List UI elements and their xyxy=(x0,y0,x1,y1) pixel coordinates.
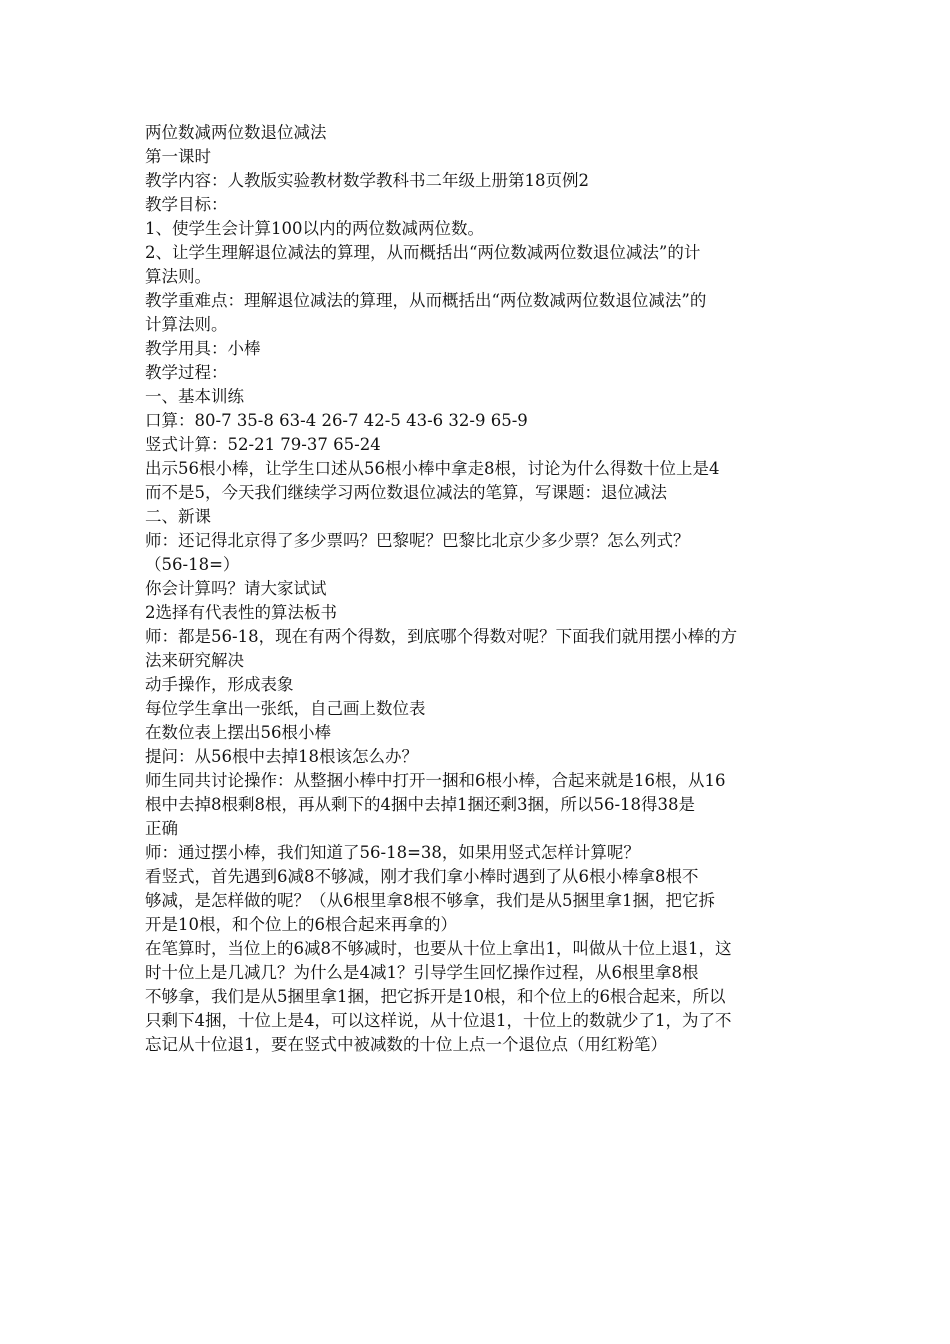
paragraph-line: 师：都是56-18，现在有两个得数，到底哪个得数对呢？下面我们就用摆小棒的方 xyxy=(145,627,738,646)
teaching-tools: 教学用具：小棒 xyxy=(145,339,261,358)
paragraph-line: 动手操作，形成表象 xyxy=(145,675,294,694)
paragraph-line: 每位学生拿出一张纸，自己画上数位表 xyxy=(145,699,426,718)
paragraph-line: 在数位表上摆出56根小棒 xyxy=(145,723,331,742)
oral-calculation: 口算：80-7 35-8 63-4 26-7 42-5 43-6 32-9 65-9 xyxy=(145,411,528,430)
paragraph-line: （56-18=） xyxy=(145,555,240,574)
paragraph-line: 正确 xyxy=(145,819,178,838)
section-basic-training: 一、基本训练 xyxy=(145,387,244,406)
paragraph-line: 而不是5，今天我们继续学习两位数退位减法的笔算，写课题：退位减法 xyxy=(145,483,667,502)
paragraph-line: 时十位上是几减几？为什么是4减1？引导学生回忆操作过程，从6根里拿8根 xyxy=(145,963,699,982)
section-new-lesson: 二、新课 xyxy=(145,507,211,526)
key-points-line-1: 教学重难点：理解退位减法的算理，从而概括出“两位数减两位数退位减法”的 xyxy=(145,291,707,310)
paragraph-line: 只剩下4捆，十位上是4，可以这样说，从十位退1，十位上的数就少了1，为了不 xyxy=(145,1011,732,1030)
teaching-content: 教学内容：人教版实验教材数学教科书二年级上册第18页例2 xyxy=(145,171,589,190)
paragraph-line: 提问：从56根中去掉18根该怎么办？ xyxy=(145,747,418,766)
goal-1: 1、使学生会计算100以内的两位数减两位数。 xyxy=(145,219,484,238)
lesson-period: 第一课时 xyxy=(145,147,211,166)
document-body xyxy=(145,121,815,1057)
document-title: 两位数减两位数退位减法 xyxy=(145,123,327,142)
paragraph-line: 师：还记得北京得了多少票吗？巴黎呢？巴黎比北京少多少票？怎么列式？ xyxy=(145,531,690,550)
vertical-calculation: 竖式计算：52-21 79-37 65-24 xyxy=(145,435,381,454)
paragraph-line: 在笔算时，当位上的6减8不够减时，也要从十位上拿出1，叫做从十位上退1，这 xyxy=(145,939,732,958)
paragraph-line: 不够拿，我们是从5捆里拿1捆，把它拆开是10根，和个位上的6根合起来，所以 xyxy=(145,987,726,1006)
key-points-line-2: 计算法则。 xyxy=(145,315,228,334)
teaching-process-heading: 教学过程： xyxy=(145,363,228,382)
goal-2-line-1: 2、让学生理解退位减法的算理，从而概括出“两位数减两位数退位减法”的计 xyxy=(145,243,701,262)
paragraph-line: 开是10根，和个位上的6根合起来再拿的） xyxy=(145,915,457,934)
paragraph-line: 2选择有代表性的算法板书 xyxy=(145,603,337,622)
paragraph-line: 出示56根小棒，让学生口述从56根小棒中拿走8根，讨论为什么得数十位上是4 xyxy=(145,459,720,478)
paragraph-line: 根中去掉8根剩8根，再从剩下的4捆中去掉1捆还剩3捆，所以56-18得38是 xyxy=(145,795,696,814)
goal-2-line-2: 算法则。 xyxy=(145,267,211,286)
paragraph-line: 师：通过摆小棒，我们知道了56-18=38，如果用竖式怎样计算呢？ xyxy=(145,843,640,862)
teaching-goals-heading: 教学目标： xyxy=(145,195,228,214)
paragraph-line: 够减，是怎样做的呢？（从6根里拿8根不够拿，我们是从5捆里拿1捆，把它拆 xyxy=(145,891,715,910)
paragraph-line: 忘记从十位退1，要在竖式中被减数的十位上点一个退位点（用红粉笔） xyxy=(145,1035,667,1054)
paragraph-line: 你会计算吗？请大家试试 xyxy=(145,579,327,598)
paragraph-line: 师生同共讨论操作：从整捆小棒中打开一捆和6根小棒，合起来就是16根，从16 xyxy=(145,771,726,790)
paragraph-line: 法来研究解决 xyxy=(145,651,244,670)
paragraph-line: 看竖式，首先遇到6减8不够减，刚才我们拿小棒时遇到了从6根小棒拿8根不 xyxy=(145,867,699,886)
